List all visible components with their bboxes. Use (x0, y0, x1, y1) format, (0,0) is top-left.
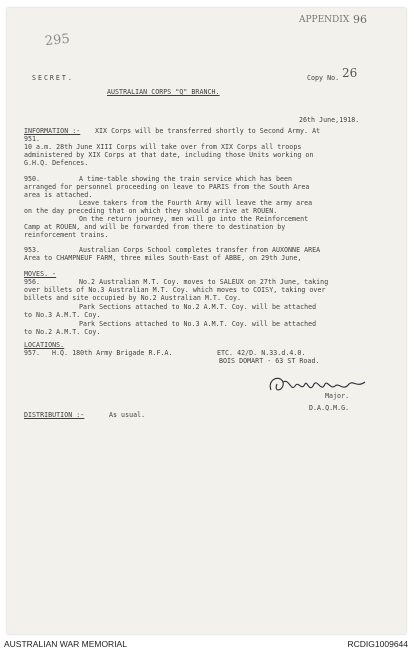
distribution-label: DISTRIBUTION :- (24, 411, 85, 419)
para-956-line-5: to No.3 A.M.T. Coy. (24, 311, 101, 319)
para-953-number: 953. (24, 246, 41, 254)
para-950-number: 950. (24, 175, 41, 183)
para-956-number: 956. (24, 278, 41, 286)
para-951-line-4: G.H.Q. Defences. (24, 159, 89, 167)
document-title: AUSTRALIAN CORPS "Q" BRANCH. (107, 88, 220, 96)
para-953-line-2: Area to CHAMPNEUF FARM, three miles South-East of ABBE, on 29th June, (24, 254, 302, 262)
secret-heading: SECRET. (32, 74, 74, 82)
para-956-line-4: Park Sections attached to No.2 A.M.T. Coy. will be attached (79, 303, 317, 311)
para-956-line-1: No.2 Australian M.T. Coy. moves to SALEUX on 27th June, taking (79, 278, 329, 286)
para-950-line-4: Leave takers from the Fourth Army will leave the army area (79, 199, 313, 207)
para-956-line-3: billets and site occupied by No.2 Australian M.T. Coy. (24, 294, 242, 302)
para-950-line-5: on the day preceding that on which they should arrive at ROUEN. (24, 207, 278, 215)
copy-no-label: Copy No. (307, 74, 340, 82)
para-951-line-1: XIX Corps will be transferred shortly to Second Army. At (95, 127, 321, 135)
appendix-annotation: APPENDIX (299, 15, 350, 25)
para-951-line-3: administered by XIX Corps at that date, including those Units working on (24, 151, 314, 159)
document-page (7, 8, 406, 634)
para-957-unit: H.Q. 180th Army Brigade R.F.A. (52, 349, 173, 357)
distribution-value: As usual. (109, 411, 146, 419)
para-951-line-2: 10 a.m. 28th June XIII Corps will take over from XIX Corps all troops (24, 143, 302, 151)
para-956-line-6: Park Sections attached to No.3 A.M.T. Coy. will be attached (79, 320, 317, 328)
para-950-line-6: On the return journey, men will go into the Reinforcement (79, 215, 309, 223)
footer-source: AUSTRALIAN WAR MEMORIAL (4, 639, 127, 649)
information-label: INFORMATION :- (24, 127, 81, 135)
copy-number: 26 (342, 66, 358, 80)
para-957-number: 957. (24, 349, 41, 357)
footer-id: RCDIG1009644 (347, 639, 408, 649)
para-950-line-7: Camp at ROUEN, and will be forwarded from there to destination by (24, 223, 286, 231)
para-950-line-3: area is attached. (24, 191, 93, 199)
signature-rank: Major. (325, 392, 350, 400)
para-951-number: 951. (24, 135, 41, 143)
signature-title: D.A.Q.M.G. (309, 404, 350, 412)
para-957-reference: ETC. 42/D. N.33.d.4.0. (217, 349, 306, 357)
file-number: 295 (44, 31, 71, 50)
para-950-line-8: reinforcement trains. (24, 231, 109, 239)
para-956-line-2: over billets of No.3 Australian M.T. Coy. which moves to COISY, taking over (24, 286, 326, 294)
appendix-number: 96 (353, 13, 367, 26)
locations-label: LOCATIONS. (24, 341, 65, 349)
para-950-line-1: A time-table showing the train service which has been (79, 175, 293, 183)
para-957-road: BOIS DOMART - 63 ST Road. (219, 357, 320, 365)
para-950-line-2: arranged for personnel proceeding on leave to PARIS from the South Area (24, 183, 310, 191)
signature-scrawl (265, 370, 375, 400)
para-953-line-1: Australian Corps School completes transfer from AUXONNE AREA (79, 246, 321, 254)
document-date: 26th June,1918. (299, 116, 360, 124)
moves-label: MOVES. - (24, 270, 57, 278)
para-956-line-7: to No.2 A.M.T. Coy. (24, 328, 101, 336)
